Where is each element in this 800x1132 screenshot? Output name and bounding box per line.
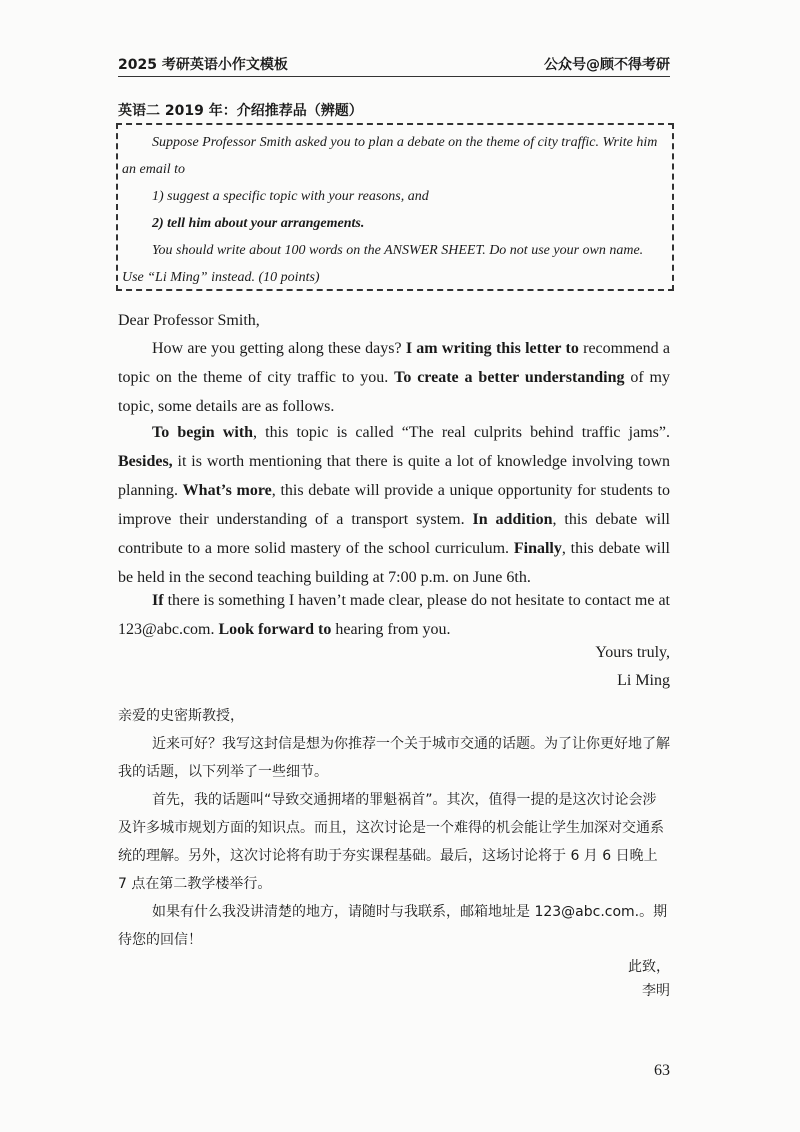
bold-phrase: What’s more	[182, 482, 272, 499]
zh-signature: 李明	[642, 983, 670, 999]
prompt-line: You should write about 100 words on the ANSWER SHEET. Do not use your own name.	[152, 243, 644, 258]
prompt-box	[116, 123, 674, 291]
zh-closing: 此致，	[628, 959, 670, 975]
bold-phrase: If	[152, 592, 164, 609]
letter-paragraph-2	[118, 418, 670, 592]
bold-phrase: Finally	[513, 540, 562, 557]
text-run: , this debate will be held in the second teaching building at 7:00 p.m. on June 6th.	[118, 540, 670, 586]
text-run: How are you getting along these days?	[152, 340, 406, 357]
header-account: 公众号@顾不得考研	[544, 57, 670, 73]
zh-paragraph-3: 如果有什么我没讲清楚的地方，请随时与我联系，邮箱地址是 123@abc.com.。期待您的回信！	[118, 904, 668, 948]
bold-phrase: To begin with	[152, 424, 254, 441]
prompt-line: Suppose Professor Smith asked you to plan a debate on the theme of city traffic. Write him	[152, 135, 658, 150]
bold-phrase: Look forward to	[218, 621, 332, 638]
bold-phrase: To create a better understanding	[394, 369, 625, 386]
zh-paragraph-1: 近来可好？我写这封信是想为你推荐一个关于城市交通的话题。为了让你更好地了解我的话题，以下列举了一些细节。	[118, 736, 670, 780]
text-run: it is worth mentioning that there is quite a lot of knowledge involving town planning.	[118, 453, 670, 499]
prompt-line: 2) tell him about your arrangements.	[152, 216, 365, 231]
zh-salutation: 亲爱的史密斯教授，	[118, 708, 244, 724]
page-number: 63	[654, 1062, 670, 1079]
letter-paragraph-1	[118, 334, 670, 421]
letter-closing: Yours truly,	[595, 644, 670, 661]
prompt-line: 1) suggest a specific topic with your reasons, and	[152, 189, 429, 204]
bold-phrase: I am writing this letter to	[405, 340, 579, 357]
prompt-line: Use “Li Ming” instead. (10 points)	[122, 270, 320, 285]
header-title: 2025 考研英语小作文模板	[118, 57, 288, 73]
letter-salutation: Dear Professor Smith,	[118, 312, 260, 329]
bold-phrase: Besides,	[118, 453, 173, 470]
text-run: , this debate will provide a unique opportunity for students to improve their understanding of a transport system.	[118, 482, 670, 528]
zh-paragraph-2: 首先，我的话题叫“导致交通拥堵的罪魁祸首”。其次，值得一提的是这次讨论会涉及许多城市规划方面的知识点。而且，这次讨论是一个难得的机会能让学生加深对交通系统的理解。另外，这次讨论将有助于夯实课程基础。最后，这场讨论将于 6 月 6 日晚上 7 点在第二教学楼举行。	[118, 792, 664, 892]
prompt-line: an email to	[122, 162, 185, 177]
letter-signature: Li Ming	[617, 672, 670, 689]
text-run: of my topic, some details are as follows.	[118, 369, 671, 415]
page-header	[118, 50, 670, 77]
text-run: , this topic is called “The real culprits behind traffic jams”.	[253, 424, 670, 441]
text-run: , this debate will contribute to a more solid mastery of the school curriculum.	[118, 511, 670, 557]
text-run: there is something I haven’t made clear, please do not hesitate to contact me at 123@abc.com.	[118, 592, 670, 638]
letter-paragraph-3	[118, 586, 670, 644]
text-run: recommend a topic on the theme of city traffic to you.	[118, 340, 671, 386]
section-title: 英语二 2019 年：介绍推荐品（辨题）	[118, 103, 363, 119]
bold-phrase: In addition	[472, 511, 553, 528]
text-run: hearing from you.	[331, 621, 451, 638]
